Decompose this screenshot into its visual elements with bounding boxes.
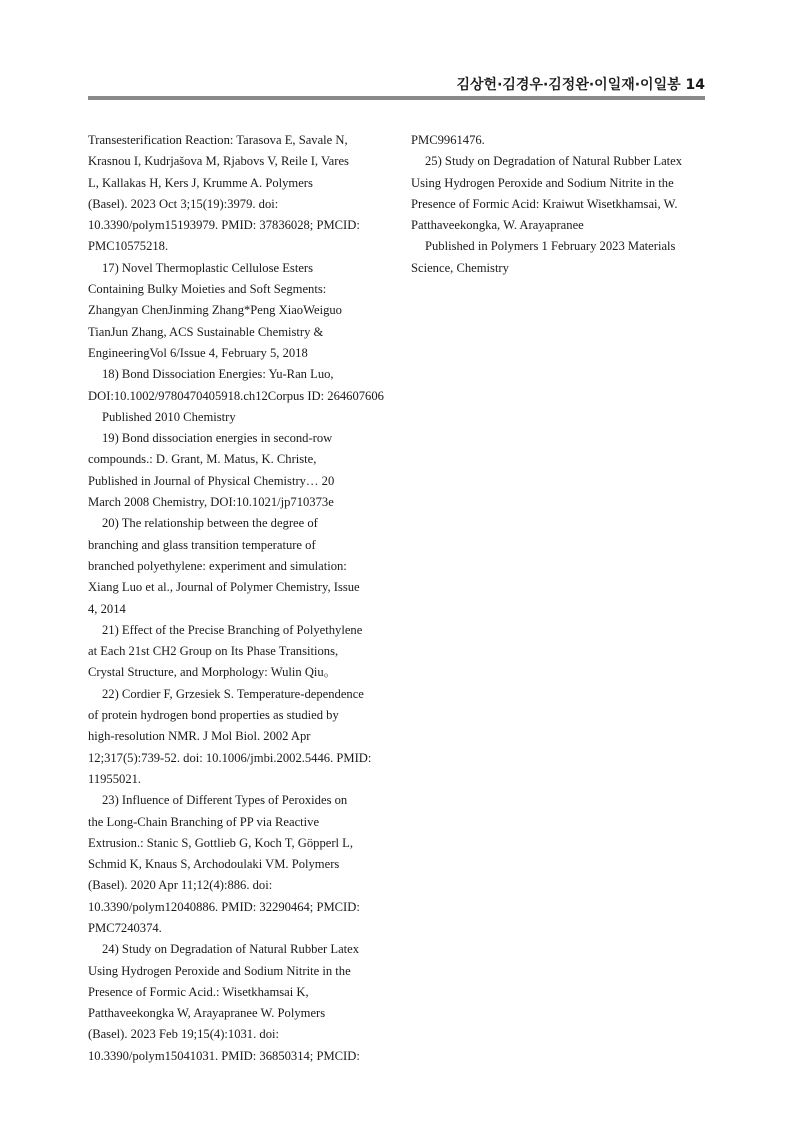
reference-line: 10.3390/polym15041031. PMID: 36850314; PMCID: <box>88 1048 360 1063</box>
reference-line: PMC9961476. <box>411 133 485 147</box>
reference-line: 4, 2014 <box>88 601 126 616</box>
reference-line: 12;317(5):739-52. doi: 10.1006/jmbi.2002.5446. PMID: <box>88 750 372 765</box>
reference-line: PMC7240374. <box>88 920 162 935</box>
reference-line: (Basel). 2023 Oct 3;15(19):3979. doi: <box>88 196 279 211</box>
references-left-column <box>88 130 388 1067</box>
reference-line: Using Hydrogen Peroxide and Sodium Nitrite in the <box>88 963 351 978</box>
reference-line: 10.3390/polym12040886. PMID: 32290464; PMCID: <box>88 899 360 914</box>
reference-line: Published in Journal of Physical Chemistry… 20 <box>88 473 335 488</box>
reference-line: PMC10575218. <box>88 239 169 254</box>
reference-line: at Each 21st CH2 Group on Its Phase Transitions, <box>88 644 339 659</box>
reference-line: 17) Novel Thermoplastic Cellulose Esters <box>102 260 314 275</box>
reference-line: compounds.: D. Grant, M. Matus, K. Christe, <box>88 452 317 467</box>
reference-line: Patthaveekongka W, Arayapranee W. Polymers <box>88 1006 326 1021</box>
reference-line: 19) Bond dissociation energies in second-row <box>102 431 333 446</box>
reference-line: Zhangyan ChenJinming Zhang*Peng XiaoWeiguo <box>88 303 342 318</box>
reference-line: Science, Chemistry <box>411 260 509 275</box>
reference-line: Presence of Formic Acid.: Wisetkhamsai K, <box>88 984 309 999</box>
reference-line: 25) Study on Degradation of Natural Rubber Latex <box>425 154 683 169</box>
reference-line: the Long-Chain Branching of PP via Reactive <box>88 814 320 829</box>
reference-line: Using Hydrogen Peroxide and Sodium Nitrite in the <box>411 175 674 190</box>
reference-line: Published in Polymers 1 February 2023 Materials <box>425 239 676 254</box>
reference-line: Krasnou I, Kudrjašova M, Rjabovs V, Reile I, Vares <box>88 154 349 169</box>
reference-line: Transesterification Reaction: Tarasova E, Savale N, <box>88 133 348 147</box>
references-right-column <box>411 130 711 279</box>
reference-line: Published 2010 Chemistry <box>102 409 236 424</box>
reference-line: Containing Bulky Moieties and Soft Segments: <box>88 282 327 297</box>
reference-line: Crystal Structure, and Morphology: Wulin Qiu。 <box>88 665 337 680</box>
reference-line: Xiang Luo et al., Journal of Polymer Chemistry, Issue <box>88 580 360 595</box>
reference-line: 23) Influence of Different Types of Peroxides on <box>102 793 348 808</box>
reference-line: L, Kallakas H, Kers J, Krumme A. Polymers <box>88 175 313 190</box>
reference-line: Schmid K, Knaus S, Archodoulaki VM. Polymers <box>88 857 340 872</box>
reference-line: 21) Effect of the Precise Branching of Polyethylene <box>102 622 363 637</box>
reference-line: 18) Bond Dissociation Energies: Yu-Ran Luo, <box>102 367 334 382</box>
header-rule <box>88 96 705 100</box>
reference-line: branching and glass transition temperature of <box>88 537 316 552</box>
reference-line: EngineeringVol 6/Issue 4, February 5, 2018 <box>88 345 308 360</box>
reference-line: DOI:10.1002/9780470405918.ch12Corpus ID: 264607606 <box>88 388 384 403</box>
reference-line: Extrusion.: Stanic S, Gottlieb G, Koch T, Göpperl L, <box>88 835 354 850</box>
reference-line: (Basel). 2020 Apr 11;12(4):886. doi: <box>88 878 273 893</box>
reference-line: of protein hydrogen bond properties as studied by <box>88 708 339 723</box>
reference-line: 10.3390/polym15193979. PMID: 37836028; PMCID: <box>88 218 360 233</box>
reference-line: 22) Cordier F, Grzesiek S. Temperature-dependence <box>102 686 364 701</box>
running-header: 김상헌·김경우·김정완·이일재·이일봉 14 <box>456 77 705 93</box>
reference-line: Patthaveekongka, W. Arayapranee <box>411 218 584 233</box>
reference-line: 24) Study on Degradation of Natural Rubber Latex <box>102 942 360 957</box>
reference-line: 20) The relationship between the degree of <box>102 516 318 531</box>
reference-line: March 2008 Chemistry, DOI:10.1021/jp710373e <box>88 495 334 510</box>
reference-line: Presence of Formic Acid: Kraiwut Wisetkhamsai, W. <box>411 196 678 211</box>
reference-line: TianJun Zhang, ACS Sustainable Chemistry & <box>88 324 324 339</box>
reference-line: branched polyethylene: experiment and simulation: <box>88 558 347 573</box>
reference-line: 11955021. <box>88 771 142 786</box>
reference-line: high-resolution NMR. J Mol Biol. 2002 Apr <box>88 729 311 744</box>
reference-line: (Basel). 2023 Feb 19;15(4):1031. doi: <box>88 1027 279 1042</box>
